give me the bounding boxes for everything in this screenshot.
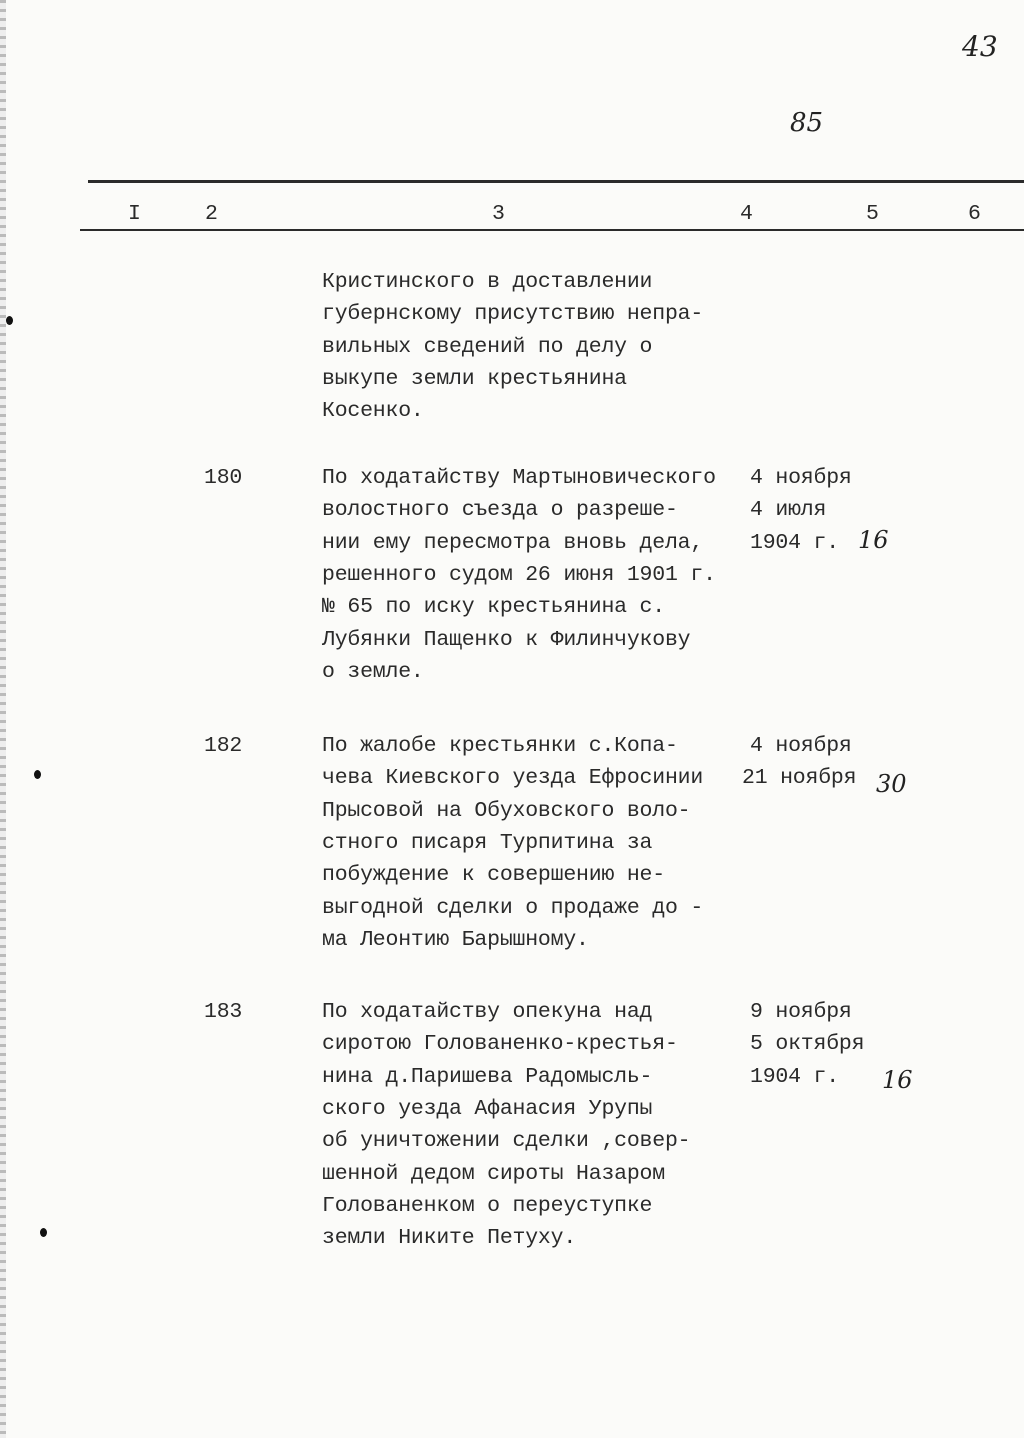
entry-text-line: об уничтожении сделки ,совер- [322, 1129, 691, 1154]
entry-text-line: о земле. [322, 659, 424, 684]
column-header-4: 4 [740, 202, 753, 226]
entry-date: 5 октября [750, 1032, 865, 1057]
entry-text-line: чева Киевского уезда Ефросинии [322, 766, 704, 791]
entry-sheet-count: 16 [882, 1066, 913, 1094]
entry-sheet-count: 16 [858, 526, 889, 554]
entry-text-line: нии ему пересмотра вновь дела, [322, 530, 704, 555]
entry-text-line: сиротою Голованенко-крестья- [322, 1032, 678, 1057]
entry-text-line: волостного съезда о разреше- [322, 498, 678, 523]
entry-text-line: Прысовой на Обуховского воло- [322, 798, 691, 823]
entry-text-line: выкупе земли крестьянина [322, 366, 627, 391]
entry-number: 182 [204, 734, 243, 758]
entry-text-line: По жалобе крестьянки с.Копа- [322, 734, 678, 758]
entry-text-line: решенного судом 26 июня 1901 г. [322, 562, 716, 587]
entry-date: 4 ноября [750, 466, 852, 490]
column-header-5: 5 [866, 202, 879, 226]
entry-text-line: Кристинского в доставлении [322, 270, 653, 294]
page-number: 85 [790, 108, 824, 138]
entry-text-line: № 65 по иску крестьянина с. [322, 595, 665, 620]
entry-date: 4 июля [750, 498, 827, 523]
entry-date: 4 ноября [750, 734, 852, 758]
entry-text-line: Лубянки Пащенко к Филинчукову [322, 627, 691, 652]
sheet-number: 43 [962, 30, 998, 63]
entry-date: 9 ноября [750, 1000, 852, 1024]
entry-text-line: стного писаря Турпитина за [322, 830, 653, 855]
entry-text-line: Косенко. [322, 399, 424, 424]
entry-date: 1904 г. [750, 530, 839, 555]
entry-number: 183 [204, 1000, 243, 1024]
column-header-3: 3 [492, 202, 505, 226]
entry-sheet-count: 30 [876, 770, 907, 798]
punch-hole-mark [6, 316, 13, 325]
column-header-6: 6 [968, 202, 981, 226]
entry-text-line: вильных сведений по делу о [322, 334, 653, 359]
punch-hole-mark [40, 1228, 47, 1237]
entry-text-line: губернскому присутствию непра- [322, 302, 704, 327]
header-top-rule [88, 180, 1024, 183]
entry-number: 180 [204, 466, 243, 490]
entry-text-line: По ходатайству опекуна над [322, 1000, 653, 1024]
entry-date: 21 ноября [742, 766, 857, 791]
entry-date: 1904 г. [750, 1064, 839, 1089]
entry-text-line: Голованенком о переуступке [322, 1193, 653, 1218]
column-header-2: 2 [205, 202, 218, 226]
entry-text-line: шенной дедом сироты Назаром [322, 1161, 665, 1186]
entry-text-line: ма Леонтию Барышному. [322, 927, 589, 952]
punch-hole-mark [34, 770, 41, 779]
entry-text-line: выгодной сделки о продаже до - [322, 895, 704, 920]
column-header-1: I [128, 202, 141, 226]
entry-text-line: земли Никите Петуху. [322, 1226, 577, 1251]
entry-text-line: По ходатайству Мартыновичеcкого [322, 466, 716, 490]
scan-edge [0, 0, 6, 1438]
entry-text-line: ского уезда Афанасия Урупы [322, 1096, 653, 1121]
entry-text-line: побуждение к совершению не- [322, 863, 665, 888]
header-bottom-rule [80, 229, 1024, 231]
entry-text-line: нина д.Паришева Радомысль- [322, 1064, 653, 1089]
